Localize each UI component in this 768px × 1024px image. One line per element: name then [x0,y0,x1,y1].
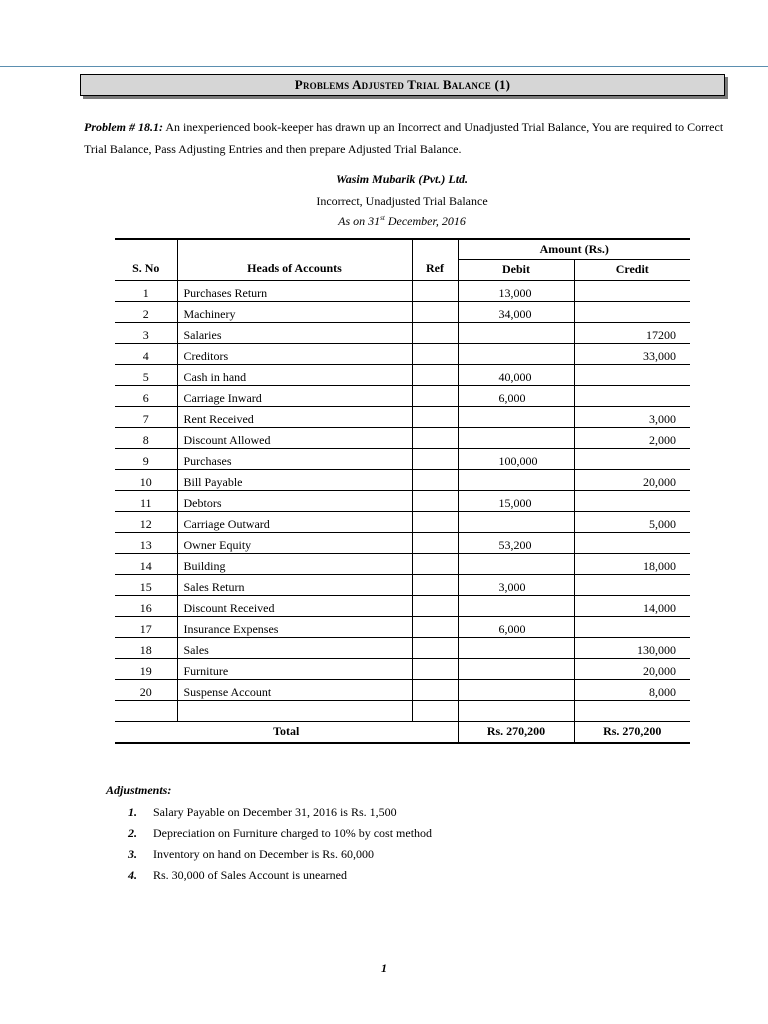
adjustment-number: 3. [128,847,137,861]
row-debit [458,427,574,448]
date-prefix: As on 31 [338,214,381,228]
table-row [115,406,690,427]
row-ref [412,490,458,511]
table-row [115,490,690,511]
row-ref [412,448,458,469]
row-account-head: Creditors [177,343,412,364]
row-debit: 6,000 [458,385,574,406]
date-ordinal: st [380,214,385,222]
row-debit: 15,000 [458,490,574,511]
adjustment-item [128,802,688,823]
adjustment-item [128,823,688,844]
row-credit: 130,000 [574,637,690,658]
problem-statement [84,116,724,160]
table-row [115,364,690,385]
table-total-row [115,721,690,743]
row-sno: 1 [115,280,177,301]
row-account-head: Sales Return [177,574,412,595]
row-credit: 20,000 [574,658,690,679]
row-account-head: Bill Payable [177,469,412,490]
table-row [115,448,690,469]
row-account-head: Furniture [177,658,412,679]
row-sno: 10 [115,469,177,490]
date-suffix: December, 2016 [384,214,466,228]
statement-subtitle: Incorrect, Unadjusted Trial Balance [316,194,488,208]
table-body [115,280,690,700]
row-credit: 14,000 [574,595,690,616]
col-credit-header: Credit [574,259,690,280]
row-account-head: Carriage Outward [177,511,412,532]
row-debit [458,553,574,574]
row-credit [574,616,690,637]
row-account-head: Cash in hand [177,364,412,385]
header-rule [0,66,768,67]
table-row-blank [115,700,690,721]
row-account-head: Discount Received [177,595,412,616]
total-debit: Rs. 270,200 [458,721,574,743]
row-account-head: Salaries [177,322,412,343]
row-credit [574,364,690,385]
table-row [115,637,690,658]
adjustments-title: Adjustments: [106,783,172,797]
adjustment-number: 1. [128,805,137,819]
row-debit [458,343,574,364]
row-debit [458,511,574,532]
table-row [115,532,690,553]
row-debit: 40,000 [458,364,574,385]
adjustment-item [128,865,688,886]
table-row [115,574,690,595]
row-ref [412,574,458,595]
row-account-head: Sales [177,637,412,658]
table-row [115,280,690,301]
problem-text: An inexperienced book-keeper has drawn up an Incorrect and Unadjusted Trial Balance, You are required to Correct Trial Balance, Pass Adjusting Entries and then prepare Adjusted Trial Balance. [84,120,724,156]
col-amount-header: Amount (Rs.) [458,239,690,259]
row-credit [574,448,690,469]
row-credit [574,532,690,553]
row-credit: 8,000 [574,679,690,700]
row-ref [412,637,458,658]
row-credit: 20,000 [574,469,690,490]
row-sno: 12 [115,511,177,532]
row-account-head: Insurance Expenses [177,616,412,637]
row-sno: 19 [115,658,177,679]
row-ref [412,280,458,301]
row-ref [412,301,458,322]
row-sno: 7 [115,406,177,427]
row-credit: 5,000 [574,511,690,532]
row-ref [412,343,458,364]
row-credit [574,301,690,322]
row-account-head: Debtors [177,490,412,511]
row-account-head: Building [177,553,412,574]
col-sno-header: S. No [115,239,177,280]
problem-label: Problem # 18.1: [84,120,163,134]
row-account-head: Purchases [177,448,412,469]
row-sno: 3 [115,322,177,343]
blank-cell [412,700,458,721]
row-ref [412,406,458,427]
row-sno: 18 [115,637,177,658]
row-credit [574,385,690,406]
row-ref [412,595,458,616]
adjustment-item [128,844,688,865]
row-credit: 33,000 [574,343,690,364]
row-ref [412,427,458,448]
row-sno: 14 [115,553,177,574]
row-debit: 53,200 [458,532,574,553]
page-title: Problems Adjusted Trial Balance (1) [80,74,725,96]
trial-balance-table [115,238,690,744]
row-ref [412,364,458,385]
row-debit [458,469,574,490]
row-debit [458,637,574,658]
row-account-head: Owner Equity [177,532,412,553]
row-sno: 2 [115,301,177,322]
row-debit [458,406,574,427]
row-debit: 6,000 [458,616,574,637]
row-sno: 17 [115,616,177,637]
row-sno: 4 [115,343,177,364]
company-name: Wasim Mubarik (Pvt.) Ltd. [335,172,469,186]
row-ref [412,532,458,553]
table-row [115,511,690,532]
adjustment-text: Depreciation on Furniture charged to 10% by cost method [153,826,433,840]
row-account-head: Rent Received [177,406,412,427]
col-ref-header: Ref [412,239,458,280]
row-account-head: Purchases Return [177,280,412,301]
row-credit [574,490,690,511]
table-row [115,322,690,343]
blank-cell [177,700,412,721]
row-credit: 2,000 [574,427,690,448]
total-label: Total [115,721,458,743]
adjustment-number: 2. [128,826,137,840]
page-number: 1 [381,961,387,975]
table-row [115,658,690,679]
table-row [115,679,690,700]
row-sno: 11 [115,490,177,511]
statement-date [84,214,720,229]
row-debit: 13,000 [458,280,574,301]
table-row [115,427,690,448]
table-row [115,595,690,616]
row-debit: 100,000 [458,448,574,469]
row-debit [458,322,574,343]
table-row [115,385,690,406]
row-credit: 18,000 [574,553,690,574]
row-sno: 13 [115,532,177,553]
row-debit: 3,000 [458,574,574,595]
adjustment-text: Salary Payable on December 31, 2016 is Rs. 1,500 [153,805,397,819]
row-debit [458,658,574,679]
row-sno: 9 [115,448,177,469]
row-credit: 3,000 [574,406,690,427]
adjustment-text: Inventory on hand on December is Rs. 60,000 [153,847,374,861]
row-account-head: Machinery [177,301,412,322]
row-ref [412,469,458,490]
row-ref [412,385,458,406]
row-sno: 15 [115,574,177,595]
row-debit: 34,000 [458,301,574,322]
blank-cell [115,700,177,721]
table-row [115,553,690,574]
col-debit-header: Debit [458,259,574,280]
adjustment-number: 4. [128,868,137,882]
row-sno: 20 [115,679,177,700]
row-sno: 8 [115,427,177,448]
row-ref [412,553,458,574]
row-credit [574,280,690,301]
blank-cell [458,700,574,721]
row-ref [412,511,458,532]
blank-cell [574,700,690,721]
row-sno: 6 [115,385,177,406]
row-sno: 5 [115,364,177,385]
row-ref [412,679,458,700]
row-credit [574,574,690,595]
table-row [115,343,690,364]
row-ref [412,658,458,679]
adjustment-text: Rs. 30,000 of Sales Account is unearned [153,868,347,882]
adjustments-list [128,802,688,886]
table-header-row [115,239,690,259]
row-credit: 17200 [574,322,690,343]
row-account-head: Carriage Inward [177,385,412,406]
row-debit [458,595,574,616]
table-row [115,469,690,490]
table-row [115,301,690,322]
row-ref [412,616,458,637]
row-account-head: Suspense Account [177,679,412,700]
col-heads-header: Heads of Accounts [177,239,412,280]
table-row [115,616,690,637]
row-debit [458,679,574,700]
row-ref [412,322,458,343]
total-credit: Rs. 270,200 [574,721,690,743]
row-account-head: Discount Allowed [177,427,412,448]
row-sno: 16 [115,595,177,616]
